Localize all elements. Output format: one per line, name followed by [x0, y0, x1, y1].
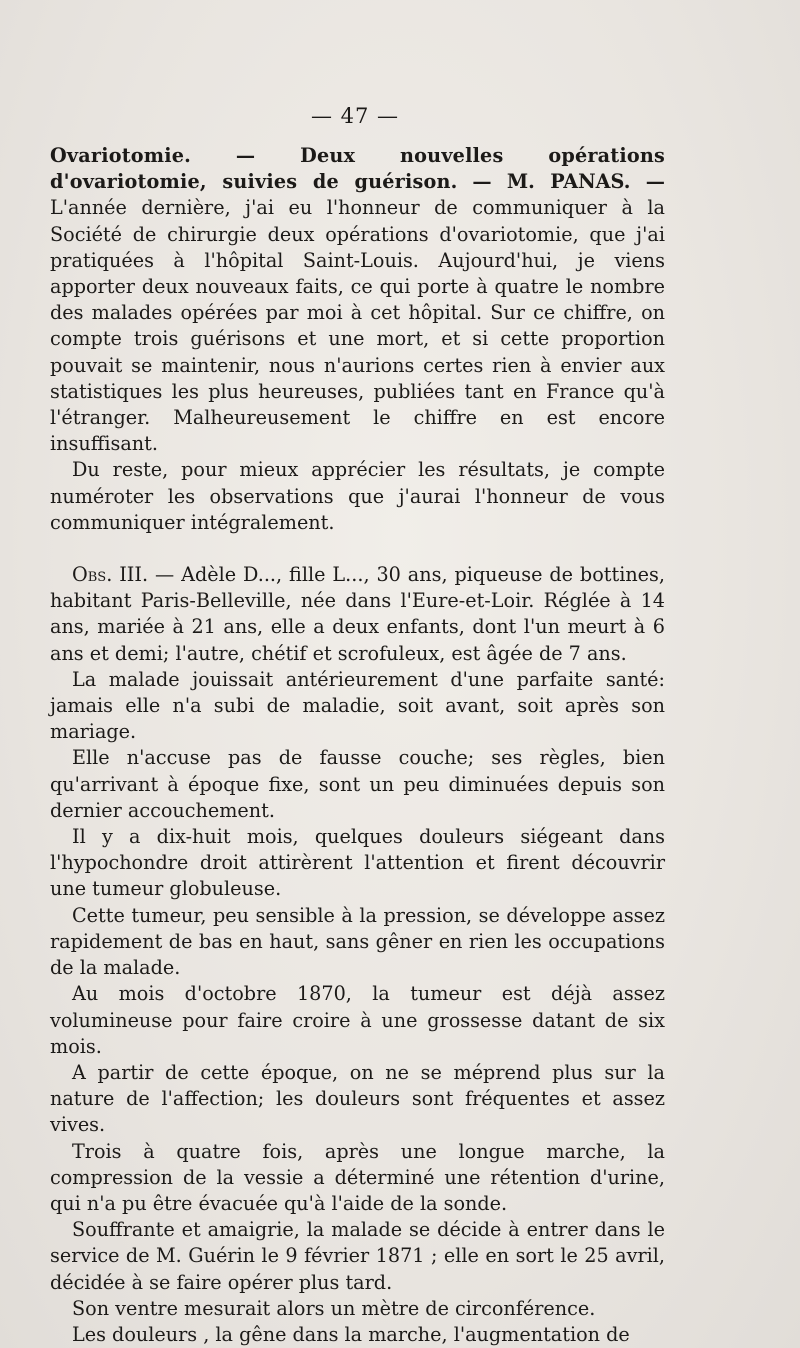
paragraph: Il y a dix-huit mois, quelques douleurs siégeant dans l'hypochondre droit attirèrent l'attention et firent découvrir une tumeur globuleuse. [50, 825, 665, 901]
body-text [50, 143, 665, 1348]
article-author: — M. PANAS. — [472, 170, 665, 194]
paragraph: Les douleurs , la gêne dans la marche, l'augmentation de [72, 1322, 630, 1346]
paragraph: Au mois d'octobre 1870, la tumeur est déjà assez volumineuse pour faire croire à une grossesse datant de six mois. [50, 982, 665, 1058]
observation-text: — Adèle D..., fille L..., 30 ans, piqueuse de bottines, habitant Paris-Belleville, née dans l'Eure-et-Loir. Réglée à 14 ans, mariée à 21 ans, elle a deux enfants, dont l'un meurt à 6 ans et demi; l'autre, chétif et scrofuleux, est âgée de 7 ans. [50, 563, 665, 665]
paragraph: Elle n'accuse pas de fausse couche; ses règles, bien qu'arrivant à époque fixe, sont un peu diminuées depuis son dernier accouchement. [50, 746, 665, 822]
intro-paragraph [50, 143, 665, 457]
intro-text: L'année dernière, j'ai eu l'honneur de communiquer à la Société de chirurgie deux opérations d'ovariotomie, que j'ai pratiquées à l'hôpital Saint-Louis. Aujourd'hui, je viens apporter deux nouveaux faits, ce qui porte à quatre le nombre des malades opérées par moi à cet hôpital. Sur ce chiffre, on compte trois guérisons et une mort, et si cette proportion pouvait se maintenir, nous n'aurions certes rien à envier aux statistiques les plus heureuses, publiées tant en France qu'à l'étranger. Malheureusement le chiffre en est encore insuffisant. [50, 196, 665, 456]
observation-label: Obs. III. [72, 563, 149, 587]
paragraph: Souffrante et amaigrie, la malade se décide à entrer dans le service de M. Guérin le 9 février 1871 ; elle en sort le 25 avril, décidée à se faire opérer plus tard. [50, 1218, 665, 1294]
paragraph: A partir de cette époque, on ne se méprend plus sur la nature de l'affection; les douleurs sont fréquentes et assez vives. [50, 1060, 665, 1137]
paragraph: Cette tumeur, peu sensible à la pression, se développe assez rapidement de bas en haut, sans gêner en rien les occupations de la malade. [50, 903, 665, 980]
paragraph: La malade jouissait antérieurement d'une parfaite santé: jamais elle n'a subi de maladie, soit avant, soit après son mariage. [50, 667, 665, 744]
article-heading: Ovariotomie. — Deux nouvelles opérations d'ovariotomie, suivies de guérison. [50, 144, 665, 194]
paragraph: Son ventre mesurait alors un mètre de circonférence. [72, 1296, 596, 1320]
paragraph: Du reste, pour mieux apprécier les résultats, je compte numéroter les observations que j'aurai l'honneur de vous communiquer intégralement. [50, 458, 665, 534]
observation-paragraph [50, 562, 665, 667]
paragraph: Trois à quatre fois, après une longue marche, la compression de la vessie a déterminé une rétention d'urine, qui n'a pu être évacuée qu'à l'aide de la sonde. [50, 1139, 665, 1215]
page-number: — 47 — [310, 104, 400, 128]
